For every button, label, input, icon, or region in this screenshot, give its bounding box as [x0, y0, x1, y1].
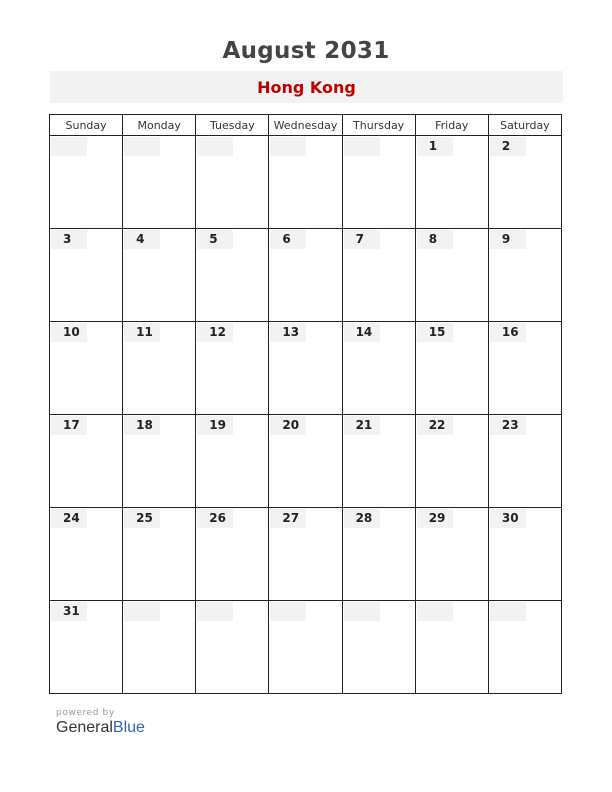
day-number: 12: [197, 323, 233, 342]
region-banner: [50, 71, 563, 103]
day-cell: [123, 136, 196, 229]
calendar-grid: [49, 114, 562, 694]
day-number: 22: [417, 416, 453, 435]
day-cell: [123, 601, 196, 694]
day-number: 28: [344, 509, 380, 528]
day-number: 27: [270, 509, 306, 528]
day-cell: [415, 415, 488, 508]
weekday-header: Sunday: [50, 115, 123, 136]
day-cell: [196, 229, 269, 322]
day-cell: [269, 136, 342, 229]
powered-by-text: powered by: [56, 708, 115, 718]
day-number: 30: [490, 509, 526, 528]
day-number: 7: [344, 230, 380, 249]
weekday-header: Friday: [415, 115, 488, 136]
brand-name-part2: Blue: [112, 719, 145, 736]
day-number: 10: [51, 323, 87, 342]
day-number: [344, 137, 380, 156]
brand-logo: [56, 719, 145, 737]
day-cell: [415, 136, 488, 229]
day-number: [197, 602, 233, 621]
day-cell: [50, 136, 123, 229]
day-cell: [196, 415, 269, 508]
day-cell: [415, 601, 488, 694]
week-row: [50, 322, 562, 415]
day-number: 4: [124, 230, 160, 249]
day-number: 17: [51, 416, 87, 435]
day-cell: [123, 508, 196, 601]
week-row: [50, 136, 562, 229]
weekday-header: Wednesday: [269, 115, 342, 136]
day-cell: [342, 508, 415, 601]
day-number: [197, 137, 233, 156]
brand-name-part1: General: [56, 719, 113, 736]
day-number: 15: [417, 323, 453, 342]
day-cell: [123, 415, 196, 508]
day-number: 5: [197, 230, 233, 249]
day-cell: [488, 229, 561, 322]
day-cell: [488, 508, 561, 601]
day-cell: [196, 322, 269, 415]
day-number: [490, 602, 526, 621]
day-number: 13: [270, 323, 306, 342]
calendar-body: [50, 136, 562, 694]
day-number: 14: [344, 323, 380, 342]
day-cell: [269, 415, 342, 508]
day-number: [124, 602, 160, 621]
day-cell: [50, 508, 123, 601]
day-cell: [123, 229, 196, 322]
day-cell: [342, 229, 415, 322]
day-number: 29: [417, 509, 453, 528]
day-number: 1: [417, 137, 453, 156]
footer: [56, 708, 145, 737]
day-cell: [196, 136, 269, 229]
day-cell: [415, 229, 488, 322]
day-cell: [415, 508, 488, 601]
day-number: 3: [51, 230, 87, 249]
day-number: 31: [51, 602, 87, 621]
day-number: 21: [344, 416, 380, 435]
day-number: 19: [197, 416, 233, 435]
week-row: [50, 229, 562, 322]
day-number: 24: [51, 509, 87, 528]
day-cell: [415, 322, 488, 415]
week-row: [50, 415, 562, 508]
week-row: [50, 508, 562, 601]
day-number: 18: [124, 416, 160, 435]
day-cell: [342, 601, 415, 694]
day-number: 26: [197, 509, 233, 528]
day-number: 25: [124, 509, 160, 528]
day-number: 23: [490, 416, 526, 435]
day-number: [51, 137, 87, 156]
day-number: 6: [270, 230, 306, 249]
day-number: 2: [490, 137, 526, 156]
day-cell: [196, 601, 269, 694]
weekday-header: Tuesday: [196, 115, 269, 136]
day-cell: [269, 229, 342, 322]
day-cell: [196, 508, 269, 601]
day-number: 9: [490, 230, 526, 249]
day-cell: [269, 601, 342, 694]
weekday-header: Saturday: [488, 115, 561, 136]
day-cell: [50, 601, 123, 694]
day-number: 8: [417, 230, 453, 249]
day-cell: [342, 136, 415, 229]
day-number: [417, 602, 453, 621]
day-cell: [50, 415, 123, 508]
day-number: [270, 137, 306, 156]
day-cell: [488, 322, 561, 415]
day-cell: [123, 322, 196, 415]
weekday-header-row: [50, 115, 562, 136]
weekday-header: Monday: [123, 115, 196, 136]
weekday-header: Thursday: [342, 115, 415, 136]
day-cell: [50, 322, 123, 415]
day-cell: [488, 136, 561, 229]
day-number: [124, 137, 160, 156]
region-label: Hong Kong: [257, 77, 356, 97]
day-cell: [269, 322, 342, 415]
day-cell: [269, 508, 342, 601]
day-number: 20: [270, 416, 306, 435]
day-number: 11: [124, 323, 160, 342]
day-number: [270, 602, 306, 621]
day-cell: [488, 601, 561, 694]
week-row: [50, 601, 562, 694]
day-number: [344, 602, 380, 621]
day-cell: [342, 415, 415, 508]
day-cell: [488, 415, 561, 508]
day-cell: [50, 229, 123, 322]
page-title: August 2031: [222, 38, 390, 64]
day-number: 16: [490, 323, 526, 342]
day-cell: [342, 322, 415, 415]
